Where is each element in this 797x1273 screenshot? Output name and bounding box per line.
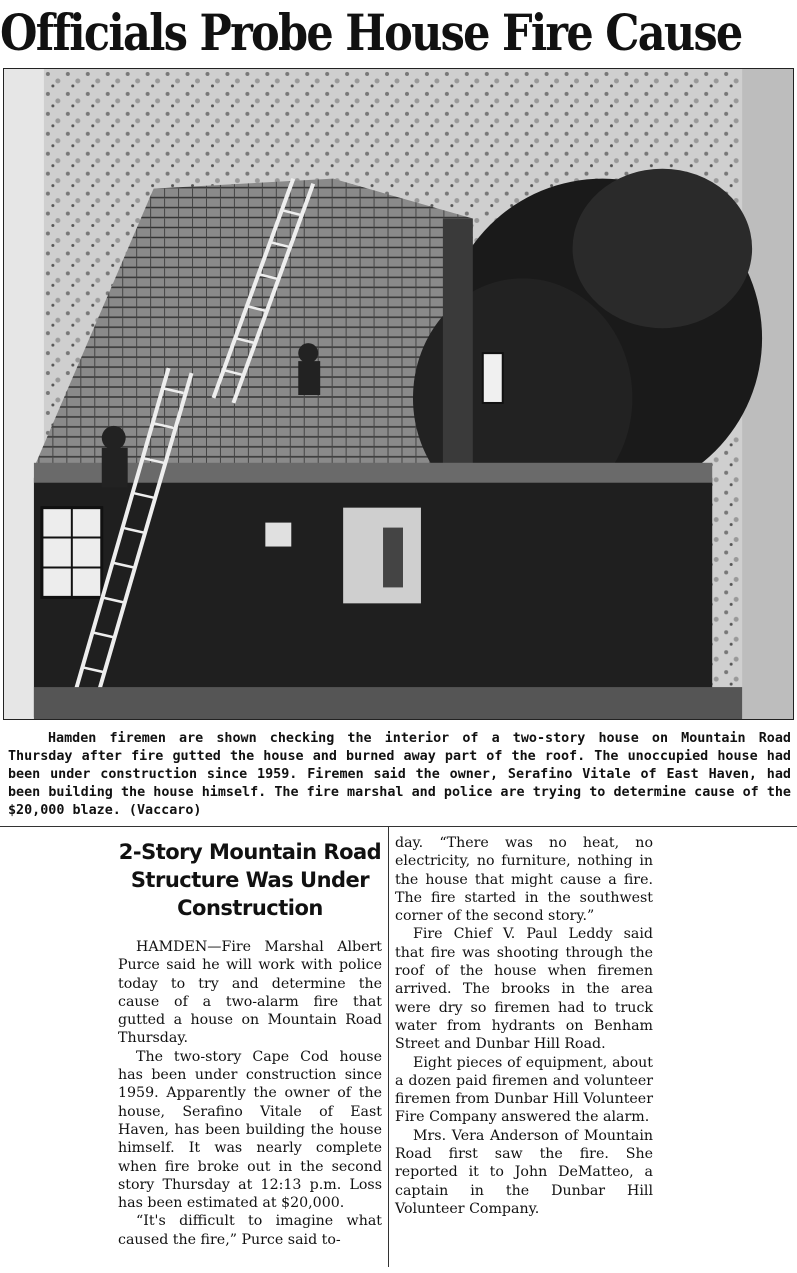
subheadline [116,838,384,922]
article-paragraph: day. “There was no heat, no electricity, no furniture, nothing in the house that might cause a fire. The fire started in the southwest corner of the second story.” [395,835,653,925]
headline: Officials Probe House Fire Cause [0,3,742,62]
article-paragraph: Eight pieces of equipment, about a dozen paid firemen and volunteer firemen from Dunbar Hill Volunteer Fire Company answered the alarm. [395,1054,653,1126]
article-paragraph: “It's difficult to imagine what caused the fire,” Purce said to- [118,1213,382,1248]
article-column-1 [118,938,382,1249]
horizontal-divider [0,826,797,827]
article-paragraph: Fire Chief V. Paul Leddy said that fire was shooting through the roof of the house when firemen arrived. The brooks in the area were dry so firemen had to truck water from hydrants on Benham Street and Dunbar Hill Road. [395,926,653,1053]
subheadline-line-3: Construction [177,896,323,920]
article-column-2 [395,834,653,1218]
article-paragraph: The two-story Cape Cod house has been under construction since 1959. Apparently the owner of the house, Serafino Vitale of East Haven, has been building the house himself. It was nearly complete when fire broke out in the second story Thursday at 12:13 p.m. Loss has been estimated at $20,000. [118,1048,382,1212]
subheadline-line-2: Structure Was Under [130,868,370,892]
article-paragraph: HAMDEN—Fire Marshal Albert Purce said he will work with police today to try and determine the cause of a two-alarm fire that gutted a house on Mountain Road Thursday. [118,939,382,1047]
subheadline-line-1: 2-Story Mountain Road [118,840,382,864]
article-paragraph: Mrs. Vera Anderson of Mountain Road first saw the fire. She reported it to John DeMatteo, a captain in the Dunbar Hill Volunteer Company. [395,1127,653,1217]
photo-caption: Hamden firemen are shown checking the interior of a two-story house on Mountain Road Thursday after fire gutted the house and burned away part of the roof. The unoccupied house had been under construction since 1959. Firemen said the owner, Serafino Vitale of East Haven, had been building the house himself. The fire marshal and police are trying to determine cause of the $20,000 blaze. (Vaccaro) [8,731,791,818]
column-divider [388,827,389,1267]
house-fire-photo [3,68,794,720]
house-fire-photo-icon [4,69,793,719]
